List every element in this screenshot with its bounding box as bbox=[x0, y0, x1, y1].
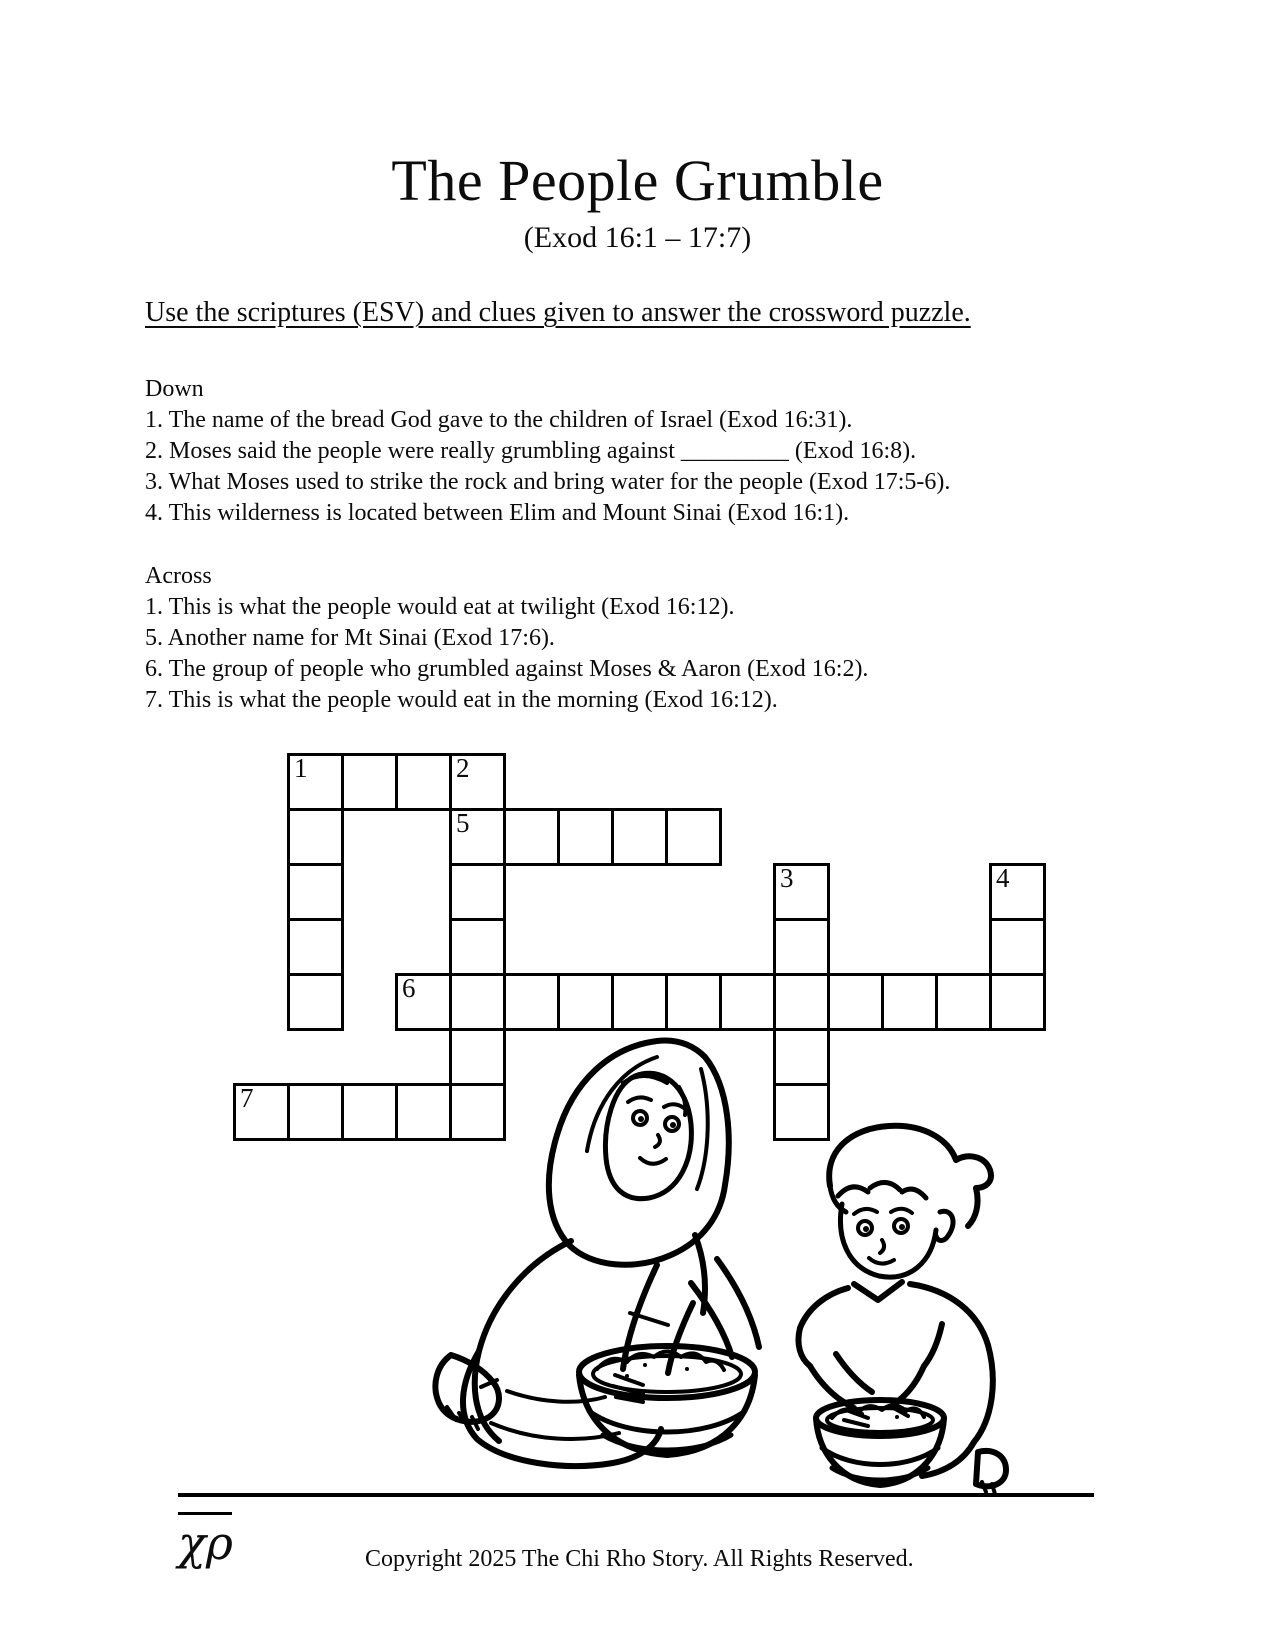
clue-line: 3. What Moses used to strike the rock and bring water for the people (Exod 17:5-6). bbox=[145, 469, 951, 495]
crossword-cell bbox=[287, 863, 344, 921]
crossword-cell bbox=[989, 863, 1046, 921]
across-clue-list bbox=[145, 592, 868, 716]
clue-number: 2 bbox=[456, 753, 470, 783]
clue-line: 1. The name of the bread God gave to the children of Israel (Exod 16:31). bbox=[145, 407, 853, 433]
clue-line: 2. Moses said the people were really grumbling against _________ (Exod 16:8). bbox=[145, 438, 917, 464]
crossword-cell bbox=[341, 753, 398, 811]
crossword-cell bbox=[773, 863, 830, 921]
clue-number: 7 bbox=[240, 1083, 254, 1113]
across-clues-section bbox=[145, 561, 868, 716]
clue-line: 1. This is what the people would eat at twilight (Exod 16:12). bbox=[145, 594, 735, 620]
clue-number: 4 bbox=[996, 863, 1010, 893]
page-title: The People Grumble bbox=[391, 148, 884, 213]
crossword-cell bbox=[449, 863, 506, 921]
crossword-cell bbox=[287, 973, 344, 1031]
clue-line: 5. Another name for Mt Sinai (Exod 17:6). bbox=[145, 625, 555, 651]
scripture-reference: (Exod 16:1 – 17:7) bbox=[523, 221, 752, 254]
instruction-text: Use the scriptures (ESV) and clues given to answer the crossword puzzle. bbox=[145, 297, 971, 328]
across-heading: Across bbox=[145, 563, 212, 589]
crossword-cell bbox=[341, 1083, 398, 1141]
woman-figure bbox=[435, 1041, 759, 1466]
clue-number: 6 bbox=[402, 973, 416, 1003]
crossword-cell bbox=[233, 1083, 290, 1141]
clue-line: 6. The group of people who grumbled against Moses & Aaron (Exod 16:2). bbox=[145, 656, 869, 682]
crossword-cell bbox=[287, 918, 344, 976]
manna-gathering-illustration bbox=[395, 983, 1015, 1495]
crossword-cell bbox=[287, 753, 344, 811]
down-heading: Down bbox=[145, 376, 204, 402]
down-clue-list bbox=[145, 405, 950, 529]
boy-basket bbox=[816, 1400, 944, 1485]
down-clues-section bbox=[145, 374, 950, 529]
crossword-cell bbox=[989, 918, 1046, 976]
chi-rho-logo: χρ bbox=[178, 1512, 232, 1569]
crossword-cell bbox=[287, 1083, 344, 1141]
crossword-cell bbox=[557, 808, 614, 866]
crossword-cell bbox=[773, 918, 830, 976]
copyright-text: Copyright 2025 The Chi Rho Story. All Rights Reserved. bbox=[365, 1546, 914, 1572]
clue-number: 1 bbox=[294, 753, 308, 783]
crossword-cell bbox=[611, 808, 668, 866]
boy-figure bbox=[798, 1126, 1006, 1494]
crossword-cell bbox=[503, 808, 560, 866]
crossword-cell bbox=[287, 808, 344, 866]
crossword-cell bbox=[449, 753, 506, 811]
clue-number: 3 bbox=[780, 863, 794, 893]
clue-line: 4. This wilderness is located between Elim and Mount Sinai (Exod 16:1). bbox=[145, 500, 850, 526]
woman-basket bbox=[579, 1346, 755, 1455]
clue-number: 5 bbox=[456, 808, 470, 838]
crossword-cell bbox=[665, 808, 722, 866]
footer-divider bbox=[178, 1493, 1094, 1497]
crossword-cell bbox=[395, 753, 452, 811]
crossword-cell bbox=[449, 808, 506, 866]
crossword-cell bbox=[449, 918, 506, 976]
clue-line: 7. This is what the people would eat in the morning (Exod 16:12). bbox=[145, 687, 778, 713]
